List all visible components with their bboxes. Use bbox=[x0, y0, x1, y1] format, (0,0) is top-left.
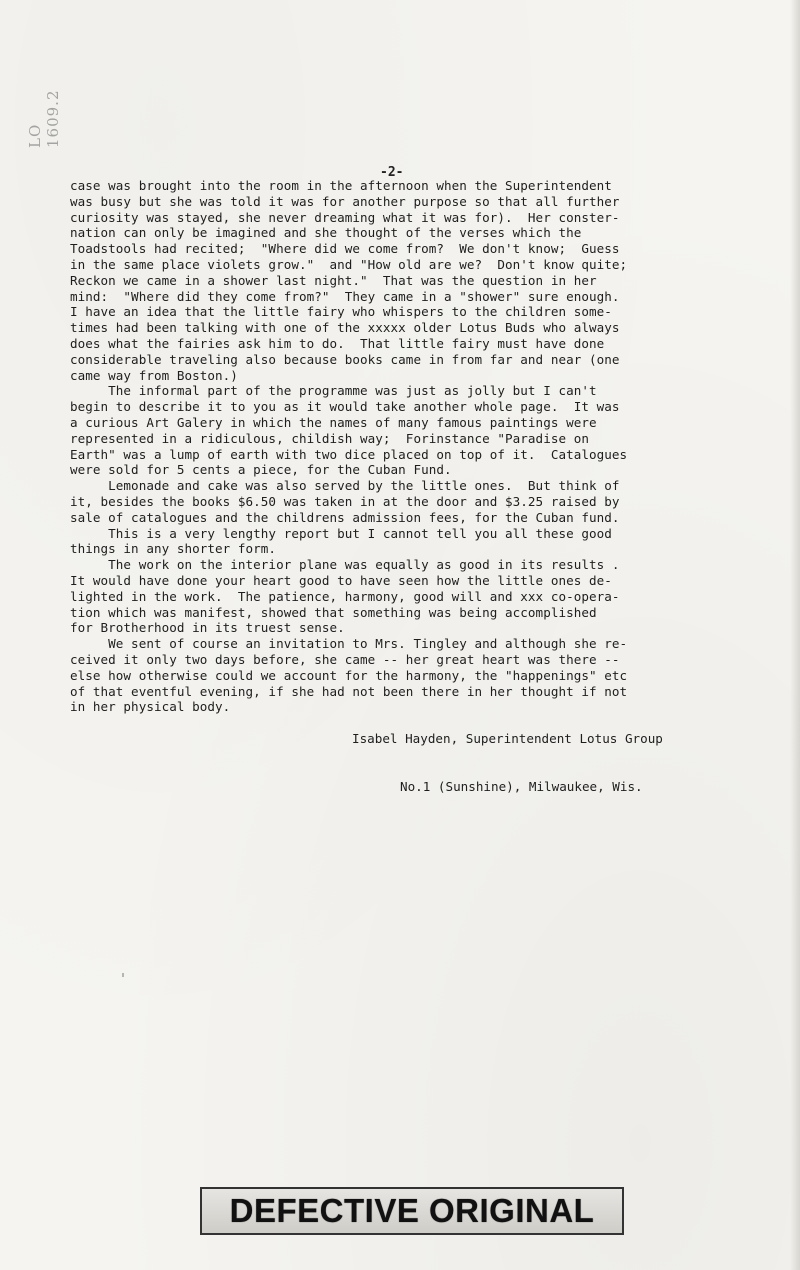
paragraph-4: This is a very lengthy report but I cannot tell you all these good things in any shorter form. bbox=[70, 525, 612, 557]
paragraph-3: Lemonade and cake was also served by the little ones. But think of it, besides the books $6.50 was taken in at the door and $3.25 raised by sale of catalogues and the childrens admission fees, for the Cuban fund. bbox=[70, 478, 620, 525]
page-edge-shadow bbox=[790, 0, 800, 1270]
letter-body bbox=[70, 178, 760, 715]
signature-block bbox=[352, 699, 772, 827]
signature-line-1: Isabel Hayden, Superintendent Lotus Group bbox=[352, 731, 663, 746]
signature-line-2: No.1 (Sunshine), Milwaukee, Wis. bbox=[400, 779, 643, 794]
page-number: -2- bbox=[380, 165, 404, 180]
paragraph-6: We sent of course an invitation to Mrs. Tingley and although she re- ceived it only two days before, she came -- her great heart was there -- else how otherwise could we account for the harmony, the "happenings" etc of that eventful evening, if she had not been there in her thought if not in her physical body. bbox=[70, 636, 628, 715]
paragraph-5: The work on the interior plane was equally as good in its results . It would have done your heart good to have seen how the little ones de- lighted in the work. The patience, harmony, good will and xxx co-opera- tion which was manifest, showed that something was being accomplished for Brotherhood in its truest sense. bbox=[70, 557, 620, 636]
paragraph-1: case was brought into the room in the afternoon when the Superintendent was busy but she was told it was for another purpose so that all further curiosity was stayed, she never dreaming what it was for). Her conster- nation can only be imagined and she thought of the verses which the Toadstools had recited; "Where did we come from? We don't know; Guess in the same place violets grow." and "How old are we? Don't know quite; Reckon we came in a shower last night." That was the question in her mind: "Where did they come from?" They came in a "shower" sure enough. I have an idea that the little fairy who whispers to the children some- times had been talking with one of the xxxxx older Lotus Buds who always does what the fairies ask him to do. That little fairy must have done considerable traveling also because books came in from far and near (one came way from Boston.) bbox=[70, 178, 628, 383]
defective-original-stamp bbox=[200, 1187, 624, 1235]
paragraph-2: The informal part of the programme was just as jolly but I can't begin to describe it to you as it would take another whole page. It was a curious Art Galery in which the names of many famous paintings were represented in a ridiculous, childish way; Forinstance "Paradise on Earth" was a lump of earth with two dice placed on top of it. Catalogues were sold for 5 cents a piece, for the Cuban Fund. bbox=[70, 383, 628, 478]
margin-handwritten-note: LO 1609.2 bbox=[26, 89, 62, 148]
scan-speck bbox=[122, 973, 124, 977]
stamp-label: DEFECTIVE ORIGINAL bbox=[229, 1192, 595, 1229]
